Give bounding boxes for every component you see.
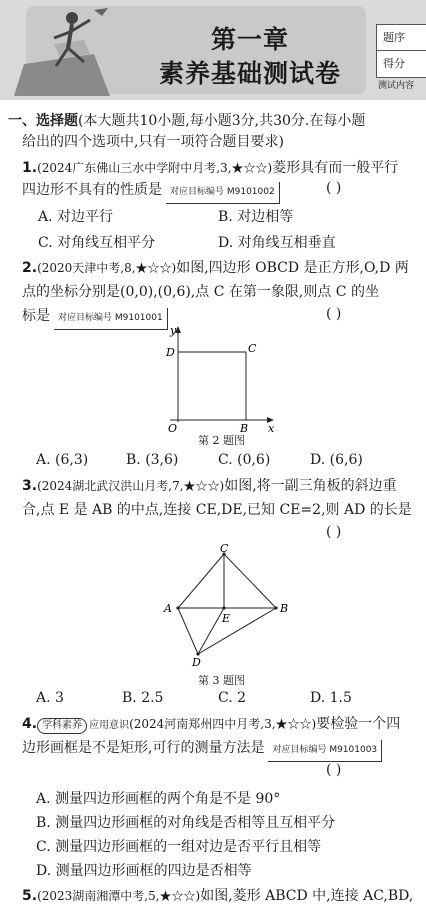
q3-option-a: A. 3 (36, 690, 64, 706)
q4-number: 4. (22, 716, 38, 732)
q4-option-c: C. 测量四边形画框的一组对边是否平行且相等 (36, 839, 322, 855)
q5-line1 (22, 886, 413, 906)
q2-caption: 第 2 题图 (198, 434, 245, 447)
q2-option-d: D. (6,6) (310, 452, 363, 468)
test-scope-label: 测试内容 (378, 81, 415, 91)
reading-figure-illustration (14, 4, 114, 96)
q2-option-c: C. (0,6) (218, 452, 271, 468)
q1-option-b: B. 对边相等 (218, 209, 294, 225)
q3-label-C: C (220, 544, 229, 555)
q2-label-x: x (268, 422, 275, 432)
q3-label-B: B (280, 602, 289, 615)
q2-answer-blank: ( ) (326, 306, 342, 322)
q4-text-1: 要检验一个四 (316, 716, 401, 732)
section-desc-2: 给出的四个选项中,只有一项符合题目要求) (22, 134, 284, 150)
q3-label-D: D (192, 656, 201, 669)
q2-label-D: D (166, 346, 175, 359)
q3-option-d: D. 1.5 (310, 690, 352, 706)
q3-answer-blank: ( ) (326, 524, 342, 540)
q2-option-a: A. (6,3) (36, 452, 89, 468)
q4-line1 (22, 714, 400, 736)
q2-line1 (22, 258, 409, 278)
score-table (376, 24, 426, 78)
q2-label-O: O (168, 422, 178, 432)
q1-number: 1. (22, 160, 38, 176)
q5-text-1: 如图,菱形 ABCD 中,连接 AC,BD, (200, 888, 414, 904)
q5-number: 5. (22, 888, 38, 904)
q2-option-b: B. (3,6) (126, 452, 179, 468)
test-title: 素养基础测试卷 (158, 59, 341, 88)
section-desc-1: (本大题共10小题,每小题3分,共30分.在每小题 (78, 113, 366, 129)
q2-line3 (22, 306, 168, 330)
q4-answer-blank: ( ) (326, 762, 342, 778)
q5-source: (2023湖南湘潭中考,5,★☆☆) (37, 889, 201, 903)
q1-line2 (22, 180, 280, 204)
q2-label-y: y (170, 324, 177, 337)
q4-option-b: B. 测量四边形画框的对角线是否相等且互相平分 (36, 815, 336, 831)
q4-badge-application: 应用意识 (89, 720, 130, 731)
q2-target-code: 对应目标编号 M9101001 (54, 308, 168, 330)
q1-option-d: D. 对角线互相垂直 (218, 235, 336, 251)
q1-line1 (22, 158, 398, 178)
q4-source: (2024河南郑州四中月考,3,★☆☆) (129, 717, 317, 731)
score-label-score: 得分 (383, 57, 405, 70)
q1-answer-blank: ( ) (326, 180, 342, 196)
q2-square-figure (160, 322, 280, 432)
q3-line1 (22, 476, 397, 496)
q3-triangle-figure (156, 544, 296, 670)
q3-text-1: 如图,将一副三角板的斜边重 (224, 478, 397, 494)
q4-line2 (22, 738, 382, 762)
q1-source: (2024广东佛山三水中学附中月考,3,★☆☆) (37, 161, 273, 175)
q2-source: (2020天津中考,8,★☆☆) (37, 261, 177, 275)
q1-option-c: C. 对角线互相平分 (38, 235, 156, 251)
chapter-title: 第一章 (210, 25, 289, 54)
score-label-order: 题序 (377, 25, 426, 51)
q1-text-1: 菱形具有而一般平行 (272, 160, 399, 176)
q2-text-1: 如图,四边形 OBCD 是正方形,O,D 两 (176, 260, 409, 276)
chapter-header (0, 0, 426, 100)
q4-text-2: 边形画框是不是矩形,可行的测量方法是 (22, 740, 265, 756)
q3-line2: 合,点 E 是 AB 的中点,连接 CE,DE,已知 CE=2,则 AD 的长是 (22, 502, 412, 518)
q4-option-d: D. 测量四边形画框的四边是否相等 (36, 863, 252, 879)
q3-number: 3. (22, 478, 38, 494)
q2-number: 2. (22, 260, 38, 276)
q3-option-b: B. 2.5 (122, 690, 164, 706)
q3-label-E: E (222, 612, 231, 625)
q2-line2: 点的坐标分别是(0,0),(0,6),点 C 在第一象限,则点 C 的坐 (22, 284, 379, 300)
q3-option-c: C. 2 (218, 690, 247, 706)
section-title: 一、选择题 (8, 113, 78, 129)
q3-source: (2024湖北武汉洪山月考,7,★☆☆) (37, 479, 225, 493)
q1-text-2: 四边形不具有的性质是 (22, 182, 162, 198)
q2-label-C: C (248, 342, 257, 355)
q1-option-a: A. 对边平行 (38, 209, 114, 225)
q2-text-3: 标是 (22, 308, 50, 324)
q1-target-code: 对应目标编号 M9101002 (166, 182, 280, 204)
q4-target-code: 对应目标编号 M9101003 (268, 740, 382, 762)
q3-caption: 第 3 题图 (198, 674, 245, 687)
section-heading (8, 110, 365, 130)
q2-label-B: B (240, 422, 249, 432)
q4-badge-literacy: 学科素养 (37, 718, 87, 734)
q4-option-a: A. 测量四边形画框的两个角是不是 90° (36, 791, 281, 807)
q3-label-A: A (164, 602, 172, 615)
